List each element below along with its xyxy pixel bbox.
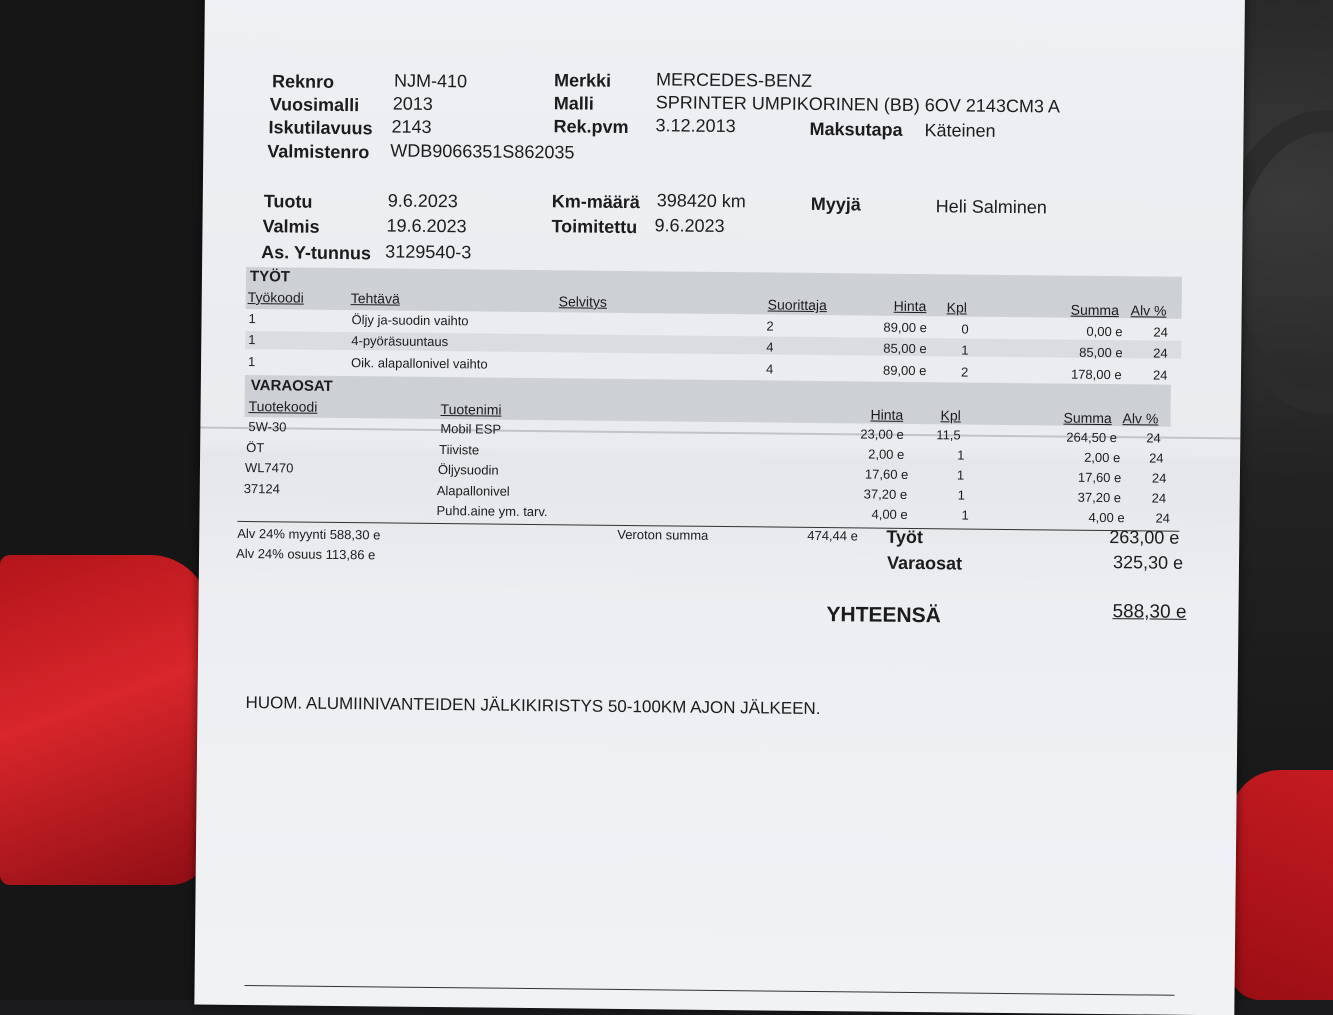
row-kpl: 11,5 <box>936 427 961 443</box>
valmistenro-label: Valmistenro <box>267 141 370 163</box>
tyot-title: TYÖT <box>249 268 291 286</box>
vuosimalli: 2013 <box>392 93 433 114</box>
row-hinta: 89,00 e <box>882 362 927 379</box>
red-bag-right <box>1230 770 1333 1000</box>
bottom-rule <box>245 985 1175 996</box>
tuotu: 9.6.2023 <box>387 190 458 212</box>
yhteensa-label: YHTEENSÄ <box>826 603 941 628</box>
th-alv: Alv % <box>1122 410 1159 427</box>
th-tehtava: Tehtävä <box>350 290 400 307</box>
veroton-label: Veroton summa <box>617 526 709 543</box>
th-tuotekoodi: Tuotekoodi <box>248 398 318 415</box>
myyja-label: Myyjä <box>810 193 861 215</box>
yhteensa-total: 588,30 e <box>1112 601 1187 623</box>
tyot-total-label: Työt <box>886 526 924 548</box>
row-koodi: ÖT <box>246 440 265 456</box>
veroton-value: 474,44 e <box>807 527 858 544</box>
valmis-label: Valmis <box>262 216 320 237</box>
reknro-label: Reknro <box>271 71 335 92</box>
varaosat-title: VARAOSAT <box>250 377 333 395</box>
km: 398420 km <box>656 190 746 212</box>
row-alv: 24 <box>1149 450 1164 466</box>
row-summa: 2,00 e <box>1084 449 1121 466</box>
th-tuotenimi: Tuotenimi <box>440 401 502 418</box>
th-selvitys: Selvitys <box>558 293 608 310</box>
varaosat-total-label: Varaosat <box>886 552 963 574</box>
row-kpl: 1 <box>956 467 965 483</box>
row-alv: 24 <box>1155 510 1171 526</box>
km-label: Km-määrä <box>551 191 640 213</box>
row-hinta: 85,00 e <box>883 340 927 357</box>
toimitettu: 9.6.2023 <box>654 215 725 237</box>
ytunnus: 3129540-3 <box>385 241 472 263</box>
row-hinta: 89,00 e <box>883 319 927 336</box>
varaosat-header-band <box>245 375 1171 427</box>
row-alv: 24 <box>1146 430 1161 446</box>
row-tehtava: Oik. alapallonivel vaihto <box>350 355 488 372</box>
row-koodi: 37124 <box>243 480 280 497</box>
iskutilavuus: 2143 <box>391 116 432 137</box>
maksutapa: Käteinen <box>924 120 996 141</box>
row-suorittaja: 4 <box>766 339 774 355</box>
rekpvm: 3.12.2013 <box>655 115 736 137</box>
row-summa: 264,50 e <box>1066 429 1118 446</box>
row-kpl: 1 <box>957 447 965 463</box>
th-hinta: Hinta <box>870 406 904 423</box>
row-hinta: 4,00 e <box>871 506 908 522</box>
rekpvm-label: Rek.pvm <box>553 116 629 137</box>
row-summa: 178,00 e <box>1070 366 1122 383</box>
maksutapa-label: Maksutapa <box>809 118 903 140</box>
row-koodi: 1 <box>248 332 256 348</box>
row-kpl: 2 <box>960 364 969 380</box>
row-kpl: 1 <box>961 507 969 523</box>
note: HUOM. ALUMIINIVANTEIDEN JÄLKIKIRISTYS 50-100KM AJON JÄLKEEN. <box>245 693 821 719</box>
row-kpl: 1 <box>957 487 966 503</box>
row-koodi: 1 <box>248 354 256 370</box>
th-summa: Summa <box>1063 409 1112 427</box>
row-alv: 24 <box>1152 367 1168 383</box>
malli-label: Malli <box>553 93 594 114</box>
row-hinta: 37,20 e <box>863 486 908 502</box>
reknro: NJM-410 <box>393 70 468 92</box>
row-nimi: Alapallonivel <box>436 483 510 499</box>
varaosat-total: 325,30 e <box>1112 552 1184 573</box>
merkki: MERCEDES-BENZ <box>655 69 813 91</box>
row-alv: 24 <box>1151 470 1167 486</box>
toimitettu-label: Toimitettu <box>551 216 638 238</box>
ytunnus-label: As. Y-tunnus <box>261 242 372 264</box>
row-koodi: 5W-30 <box>248 419 287 435</box>
row-kpl: 0 <box>961 321 969 337</box>
row-alv: 24 <box>1153 345 1168 361</box>
row-hinta: 17,60 e <box>864 466 909 482</box>
malli: SPRINTER UMPIKORINEN (BB) 6OV 2143CM3 A <box>655 92 1061 117</box>
row-nimi: Öljysuodin <box>437 462 499 478</box>
receipt-paper <box>194 0 1245 1015</box>
alv-myynti: Alv 24% myynti 588,30 e <box>237 525 381 543</box>
th-hinta: Hinta <box>893 297 927 315</box>
th-kpl: Kpl <box>940 407 961 424</box>
tyot-total: 263,00 e <box>1109 527 1180 548</box>
row-suorittaja: 2 <box>766 318 774 334</box>
row-alv: 24 <box>1151 490 1167 506</box>
valmis: 19.6.2023 <box>386 215 467 237</box>
th-alv: Alv % <box>1130 302 1167 319</box>
row-hinta: 23,00 e <box>860 426 904 442</box>
row-summa: 4,00 e <box>1088 509 1125 526</box>
row-summa: 85,00 e <box>1079 344 1123 361</box>
row-tehtava: Öljy ja-suodin vaihto <box>351 312 469 329</box>
row-summa: 0,00 e <box>1086 323 1123 340</box>
row-nimi: Tiiviste <box>439 442 480 458</box>
red-bag-left <box>0 555 210 885</box>
row-alv: 24 <box>1153 324 1168 340</box>
row-koodi: 1 <box>248 311 256 327</box>
row-tehtava: 4-pyöräsuuntaus <box>351 333 449 350</box>
row-hinta: 2,00 e <box>868 446 905 462</box>
row-suorittaja: 4 <box>765 361 774 377</box>
row-nimi: Mobil ESP <box>440 421 502 437</box>
myyja: Heli Salminen <box>935 196 1047 218</box>
phone <box>313 0 453 1</box>
valmistenro: WDB9066351S862035 <box>390 140 575 163</box>
row-nimi: Puhd.aine ym. tarv. <box>436 503 548 520</box>
th-tyokoodi: Työkoodi <box>247 289 304 306</box>
alv-osuus: Alv 24% osuus 113,86 e <box>235 545 376 563</box>
th-kpl: Kpl <box>946 299 968 316</box>
row-koodi: WL7470 <box>244 459 294 476</box>
vuosimalli-label: Vuosimalli <box>269 94 360 116</box>
row-summa: 17,60 e <box>1077 469 1122 486</box>
iskutilavuus-label: Iskutilavuus <box>268 117 373 139</box>
th-suorittaja: Suorittaja <box>767 296 827 314</box>
th-summa: Summa <box>1070 301 1119 319</box>
row-kpl: 1 <box>961 342 969 358</box>
merkki-label: Merkki <box>553 70 612 91</box>
row-summa: 37,20 e <box>1077 489 1122 506</box>
tuotu-label: Tuotu <box>263 191 313 212</box>
